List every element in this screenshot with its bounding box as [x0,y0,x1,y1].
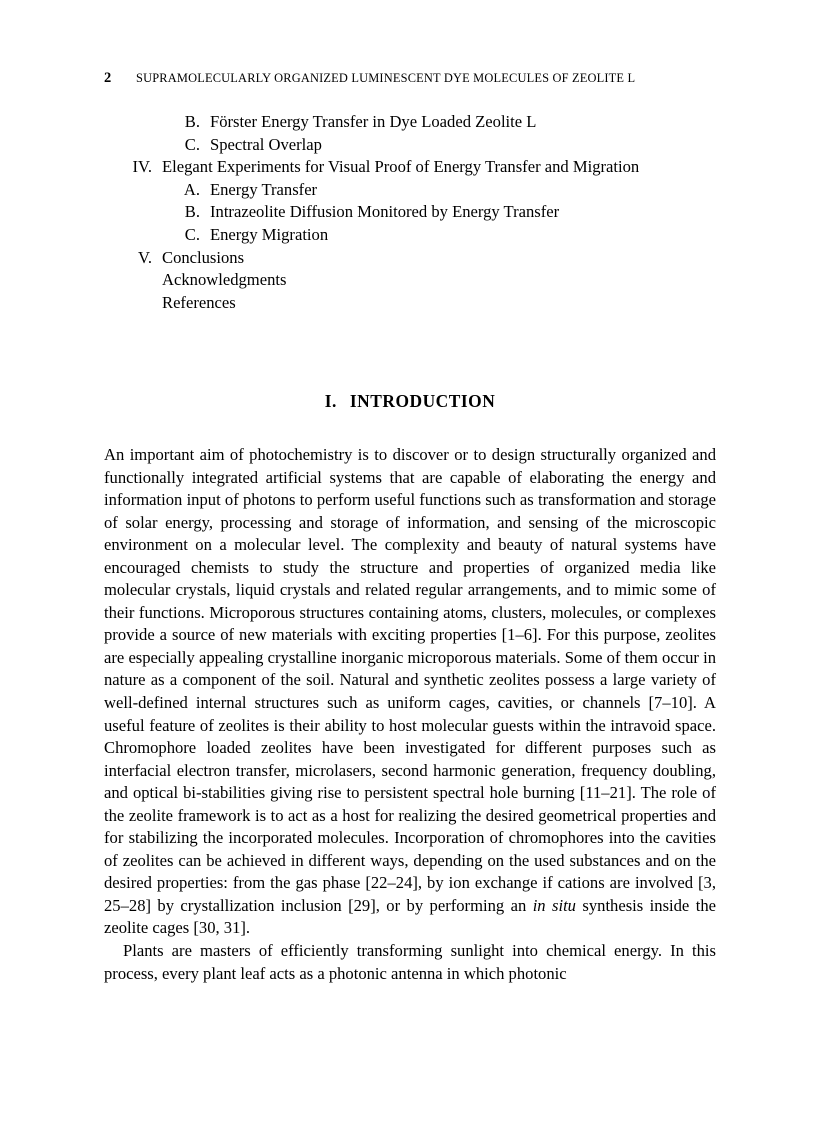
toc-entry-number: C. [184,134,200,154]
toc-entry [104,269,716,292]
toc-entry-number: C. [184,224,200,244]
page-number: 2 [104,70,112,86]
section-number: I. [324,391,337,411]
toc-entry-label: Conclusions [162,247,245,267]
toc-entry [104,201,716,224]
toc-entry [104,156,716,179]
paragraph: Plants are masters of efficiently transforming sunlight into chemical energy. In this process, every plant leaf acts as a photonic antenna in which photonic [104,941,716,983]
toc-entry [104,134,716,157]
toc-entry-label: References [162,292,236,312]
toc-entry-number: A. [183,179,200,199]
paragraph [104,444,716,940]
toc-entry-number: IV. [132,157,152,177]
toc-entry-label: Energy Transfer [210,179,318,199]
running-head-title: SUPRAMOLECULARLY ORGANIZED LUMINESCENT DYE MOLECULES OF ZEOLITE L [136,71,636,85]
toc-entry-label: Förster Energy Transfer in Dye Loaded Zeolite L [210,112,537,131]
body-text [104,444,716,985]
toc-entry-label: Spectral Overlap [210,134,322,154]
table-of-contents [104,111,716,314]
italic-phrase: in situ [532,895,576,915]
paragraph-text-part: An important aim of photochemistry is to discover or to design structurally organized and functionally integrated artificial systems that are capable of elaborating the energy and information input of photons to perform useful functions such as transformation and storage of solar energy, processing and storage of information, and sensing of the microscopic environment on a molecular level. The complexity and beauty of natural systems have encouraged chemists to study the structure and properties of organized media like molecular crystals, liquid crystals and related regular arrangements, and to mimic some of their functions. Microporous structures containing atoms, clusters, molecules, or complexes provide a source of new materials with exciting properties [1–6]. For this purpose, zeolites are especially appealing crystalline inorganic microporous materials. Some of them occur in nature as a component of the soil. Natural and synthetic zeolites possess a large variety of well-defined internal structures such as uniform cages, cavities, or channels [7–10]. A useful feature of zeolites is their ability to host molecular guests within the intravoid space. Chromophore loaded zeolites have been investigated for different purposes such as interfacial electron transfer, microlasers, second harmonic generation, frequency doubling, and optical bi-stabilities giving rise to persistent spectral hole burning [11–21]. The role of the zeolite framework is to act as a host for realizing the desired geometrical properties and for stabilizing the incorporated molecules. Incorporation of chromophores into the cavities of zeolites can be achieved in different ways, depending on the used substances and on the desired properties: from the gas phase [22–24], by ion exchange if cations are involved [3, 25–28] by crystallization inclusion [29], or by performing an [104,445,716,915]
toc-entry-label: Acknowledgments [162,270,287,290]
toc-entry-number: B. [184,202,200,222]
toc-entry-number: V. [138,247,152,267]
toc-entry [104,292,716,315]
running-head [104,71,716,91]
toc-entry-number: B. [184,112,200,131]
section-title: INTRODUCTION [349,391,496,411]
toc-entry-label: Energy Migration [210,224,329,244]
toc-entry [104,111,716,134]
toc-entry-label: Intrazeolite Diffusion Monitored by Energy Transfer [210,202,560,222]
toc-entry [104,179,716,202]
toc-entry [104,247,716,270]
toc-entry-label: Elegant Experiments for Visual Proof of Energy Transfer and Migration [162,157,640,177]
section-heading [104,390,716,412]
toc-entry [104,224,716,247]
paragraph-text-part: synthesis inside the zeolite cages [30, 31]. [104,895,716,938]
